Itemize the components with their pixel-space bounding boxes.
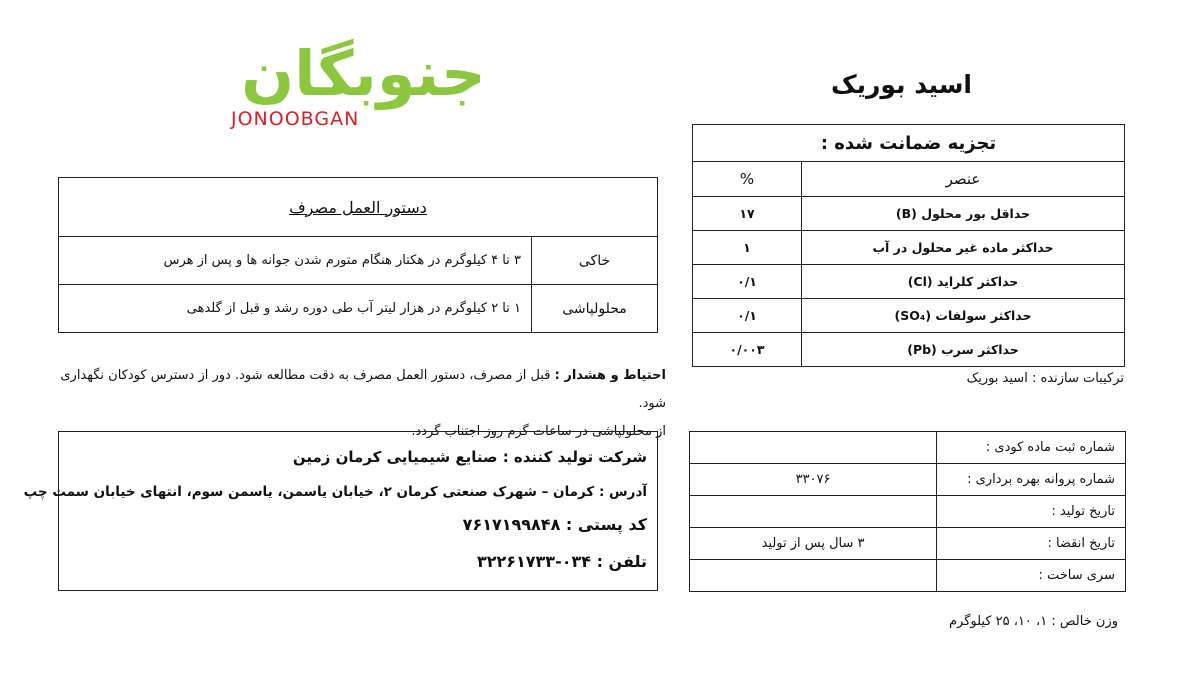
warning-body: قبل از مصرف، دستور العمل مصرف به دقت مطالعه شود. دور از دسترس کودکان نگهداری شود. bbox=[60, 368, 666, 411]
expiry-date-label: تاریخ انقضا : bbox=[937, 528, 1126, 560]
logo-persian-text: جنوبگان bbox=[241, 37, 486, 110]
usage-description: ۳ تا ۴ کیلوگرم در هکتار هنگام متورم شدن جوانه ها و پس از هرس bbox=[59, 237, 532, 285]
logo-latin-text: JONOOBGAN bbox=[231, 108, 360, 130]
usage-heading bbox=[59, 178, 658, 237]
usage-instructions-table bbox=[58, 177, 658, 333]
element-value: ۱ bbox=[693, 231, 802, 265]
analysis-row bbox=[693, 197, 1125, 231]
element-name: حداکثر ماده غیر محلول در آب bbox=[802, 231, 1125, 265]
batch-number-value bbox=[690, 560, 937, 592]
usage-description: ۱ تا ۲ کیلوگرم در هزار لیتر آب طی دوره رشد و قبل از گلدهی bbox=[59, 285, 532, 333]
producer-address: آدرس : کرمان – شهرک صنعتی کرمان ۲، خیابان یاسمن، یاسمن سوم، انتهای خیابان سمت چپ bbox=[23, 484, 647, 500]
element-name: حداقل بور محلول (B) bbox=[802, 197, 1125, 231]
analysis-row bbox=[693, 299, 1125, 333]
guaranteed-analysis-table bbox=[692, 124, 1125, 367]
analysis-heading: تجزیه ضمانت شده : bbox=[693, 125, 1125, 162]
warning-line-1 bbox=[46, 362, 666, 418]
element-value: ۱۷ bbox=[693, 197, 802, 231]
usage-row bbox=[59, 285, 658, 333]
column-header-element: عنصر bbox=[802, 162, 1125, 197]
column-header-percent: % bbox=[693, 162, 802, 197]
company-logo bbox=[226, 37, 501, 132]
expiry-date-value: ۳ سال پس از تولید bbox=[690, 528, 937, 560]
element-name: حداکثر کلراید (Cl) bbox=[802, 265, 1125, 299]
batch-number-label: سری ساخت : bbox=[937, 560, 1126, 592]
producer-company: شرکت تولید کننده : صنایع شیمیایی کرمان زمین bbox=[292, 448, 647, 466]
registration-number-label: شماره ثبت ماده کودی : bbox=[937, 432, 1126, 464]
usage-row bbox=[59, 237, 658, 285]
warning-label: احتیاط و هشدار : bbox=[554, 368, 666, 383]
element-value: ۰/۱ bbox=[693, 299, 802, 333]
element-value: ۰/۰۰۳ bbox=[693, 333, 802, 367]
registration-number-value bbox=[690, 432, 937, 464]
analysis-row bbox=[693, 333, 1125, 367]
ingredients-text: ترکیبات سازنده : اسید بوریک bbox=[966, 371, 1124, 386]
producer-phone: تلفن : ۰۳۴-۳۲۲۶۱۷۳۳ bbox=[476, 552, 647, 571]
element-name: حداکثر سرب (Pb) bbox=[802, 333, 1125, 367]
license-number-value: ۳۳۰۷۶ bbox=[690, 464, 937, 496]
analysis-row bbox=[693, 265, 1125, 299]
production-date-label: تاریخ تولید : bbox=[937, 496, 1126, 528]
producer-postal-code: کد پستی : ۷۶۱۷۱۹۹۸۴۸ bbox=[462, 515, 647, 534]
product-title: اسید بوریک bbox=[831, 70, 972, 99]
production-date-value bbox=[690, 496, 937, 528]
analysis-row bbox=[693, 231, 1125, 265]
usage-category: خاکی bbox=[532, 237, 658, 285]
license-number-label: شماره پروانه بهره برداری : bbox=[937, 464, 1126, 496]
usage-heading-text: دستور العمل مصرف bbox=[289, 197, 427, 217]
producer-info-box bbox=[23, 431, 658, 591]
usage-category: محلولپاشی bbox=[532, 285, 658, 333]
warning-line-2: از محلولپاشی در ساعات گرم روز اجتناب گردد. bbox=[411, 424, 666, 439]
element-name: حداکثر سولفات (SO₄) bbox=[802, 299, 1125, 333]
net-weight-text: وزن خالص : ۱، ۱۰، ۲۵ کیلوگرم bbox=[948, 614, 1118, 629]
registration-table bbox=[689, 431, 1126, 592]
element-value: ۰/۱ bbox=[693, 265, 802, 299]
